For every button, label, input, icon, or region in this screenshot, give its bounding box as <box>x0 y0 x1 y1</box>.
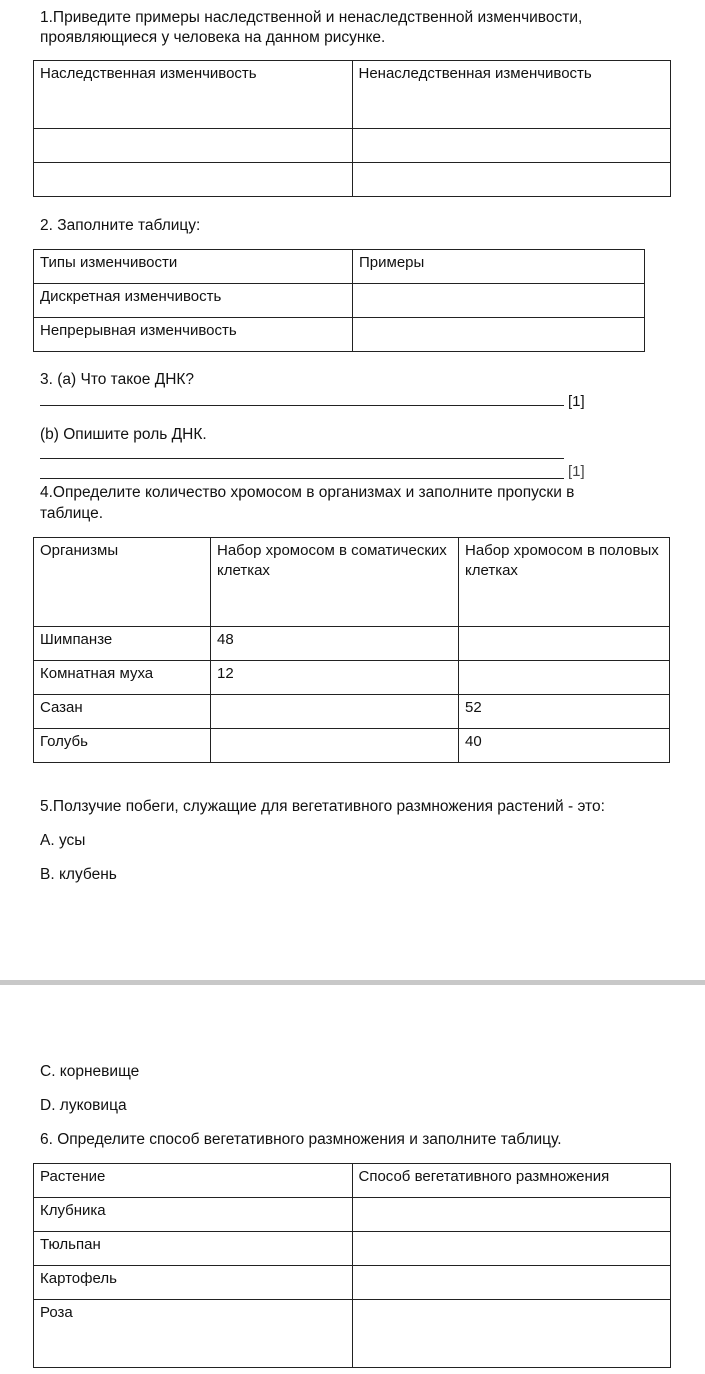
q3b-answer-line-2[interactable] <box>40 478 564 479</box>
q6-answer-cell[interactable] <box>352 1266 671 1300</box>
q3b-mark: [1] <box>568 463 585 480</box>
q4-somatic-value: 48 <box>211 627 459 661</box>
q2-header-examples: Примеры <box>353 250 645 284</box>
q6-plant: Клубника <box>34 1198 353 1232</box>
q5-title: 5.Ползучие побеги, служащие для вегетативного размножения растений - это: <box>40 798 605 815</box>
q1-title-line2: проявляющиеся у человека на данном рисунке. <box>40 29 386 46</box>
q4-header-somatic: Набор хромосом в соматических клетках <box>211 538 459 627</box>
q1-answer-cell[interactable] <box>352 163 671 197</box>
q2-answer-cell[interactable] <box>353 284 645 318</box>
q6-answer-cell[interactable] <box>352 1232 671 1266</box>
q6-header-method: Способ вегетативного размножения <box>352 1164 671 1198</box>
q3b-answer-line-1[interactable] <box>40 458 564 459</box>
q4-title-line1: 4.Определите количество хромосом в организмах и заполните пропуски в <box>40 484 575 501</box>
q1-header-nonhereditary: Ненаследственная изменчивость <box>352 61 671 129</box>
q6-plant: Картофель <box>34 1266 353 1300</box>
q4-organism: Сазан <box>34 695 211 729</box>
q4-table <box>33 537 670 763</box>
q4-sex-cells-value: 52 <box>459 695 670 729</box>
q3a-mark: [1] <box>568 393 585 410</box>
q5-option-a[interactable]: А. усы <box>40 832 86 849</box>
q6-header-plant: Растение <box>34 1164 353 1198</box>
q2-row-label: Дискретная изменчивость <box>34 284 353 318</box>
q3a-text: 3. (а) Что такое ДНК? <box>40 371 195 388</box>
q1-table <box>33 60 671 197</box>
q3b-text: (b) Опишите роль ДНК. <box>40 426 207 443</box>
q3a-answer-line[interactable] <box>40 405 564 406</box>
q2-answer-cell[interactable] <box>353 318 645 352</box>
q1-answer-cell[interactable] <box>34 129 353 163</box>
q5-option-b[interactable]: В. клубень <box>40 866 117 883</box>
q6-answer-cell[interactable] <box>352 1198 671 1232</box>
q6-table <box>33 1163 671 1368</box>
q6-answer-cell[interactable] <box>352 1300 671 1368</box>
q1-title-line1: 1.Приведите примеры наследственной и ненаследственной изменчивости, <box>40 9 583 26</box>
q4-answer-cell[interactable] <box>459 627 670 661</box>
q2-title: 2. Заполните таблицу: <box>40 217 201 234</box>
q6-title: 6. Определите способ вегетативного размножения и заполните таблицу. <box>40 1131 562 1148</box>
q4-organism: Комнатная муха <box>34 661 211 695</box>
q2-header-types: Типы изменчивости <box>34 250 353 284</box>
q6-plant: Тюльпан <box>34 1232 353 1266</box>
q1-header-hereditary: Наследственная изменчивость <box>34 61 353 129</box>
q1-answer-cell[interactable] <box>352 129 671 163</box>
q4-sex-cells-value: 40 <box>459 729 670 763</box>
q4-header-sex-cells: Набор хромосом в половых клетках <box>459 538 670 627</box>
q6-plant: Роза <box>34 1300 353 1368</box>
q5-option-c[interactable]: С. корневище <box>40 1063 140 1080</box>
q4-title-line2: таблице. <box>40 505 104 522</box>
q4-answer-cell[interactable] <box>459 661 670 695</box>
q4-somatic-value: 12 <box>211 661 459 695</box>
q4-organism: Шимпанзе <box>34 627 211 661</box>
page-divider <box>0 980 705 985</box>
q1-answer-cell[interactable] <box>34 163 353 197</box>
q2-table <box>33 249 645 352</box>
q4-answer-cell[interactable] <box>211 729 459 763</box>
q4-organism: Голубь <box>34 729 211 763</box>
q4-header-organisms: Организмы <box>34 538 211 627</box>
q2-row-label: Непрерывная изменчивость <box>34 318 353 352</box>
q5-option-d[interactable]: D. луковица <box>40 1097 127 1114</box>
q4-answer-cell[interactable] <box>211 695 459 729</box>
